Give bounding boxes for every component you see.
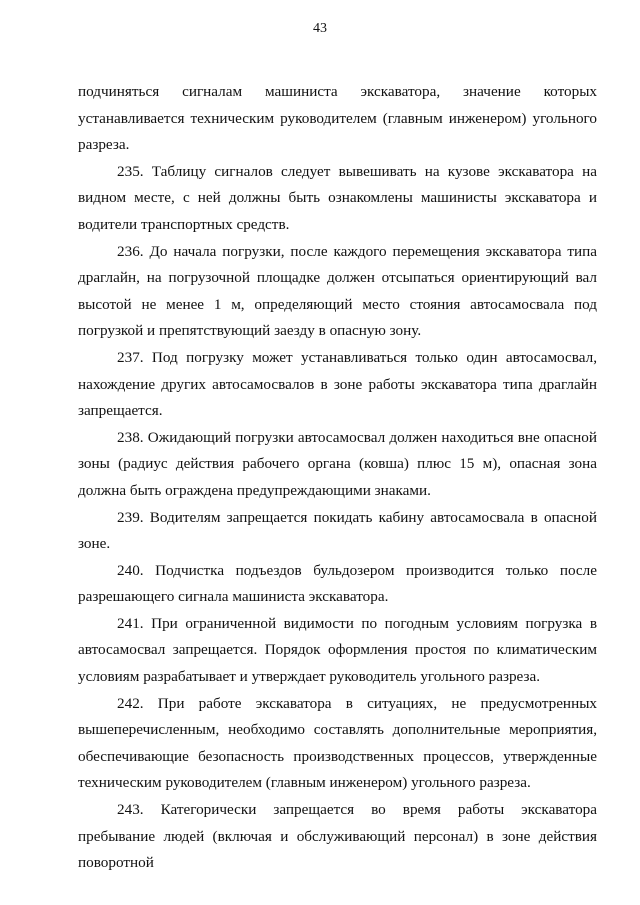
page-number: 43 — [313, 21, 327, 36]
paragraph-237: 237. Под погрузку может устанавливаться только один автосамосвал, нахождение других автосамосвалов в зоне работы экскаватора типа драглайн запрещается. — [78, 348, 597, 420]
paragraph-238: 238. Ожидающий погрузки автосамосвал должен находиться вне опасной зоны (радиус действия рабочего органа (ковша) плюс 15 м), опасная зона должна быть ограждена предупреждающими знаками. — [78, 428, 597, 499]
paragraph-235: 235. Таблицу сигналов следует вывешивать на кузове экскаватора на видном месте, с ней должны быть ознакомлены машинисты экскаватора и водители транспортных средств. — [78, 162, 597, 233]
paragraph-236: 236. До начала погрузки, после каждого перемещения экскаватора типа драглайн, на погрузочной площадке должен отсыпаться ориентирующий вал высотой не менее 1 м, определяющий место стояния автосамосвала под погрузкой и препятствующий заезду в опасную зону. — [78, 242, 597, 340]
paragraph-243: 243. Категорически запрещается во время работы экскаватора пребывание людей (включая и обслуживающий персонал) в зоне действия поворотной — [78, 801, 597, 872]
document-body — [78, 79, 597, 877]
paragraph-240: 240. Подчистка подъездов бульдозером производится только после разрешающего сигнала машиниста экскаватора. — [78, 561, 597, 606]
paragraph-continuation: подчиняться сигналам машиниста экскаватора, значение которых устанавливается техническим руководителем (главным инженером) угольного разреза. — [78, 83, 597, 154]
paragraph-242: 242. При работе экскаватора в ситуациях, не предусмотренных вышеперечисленным, необходимо составлять дополнительные мероприятия, обеспечивающие безопасность производственных процессов, утвержденные техническим руководителем (главным инженером) угольного разреза. — [78, 694, 597, 792]
paragraph-241: 241. При ограниченной видимости по погодным условиям погрузка в автосамосвал запрещается. Порядок оформления простоя по климатическим условиям разрабатывает и утверждает руководитель угольного разреза. — [78, 614, 597, 686]
paragraph-239: 239. Водителям запрещается покидать кабину автосамосвала в опасной зоне. — [78, 508, 597, 553]
